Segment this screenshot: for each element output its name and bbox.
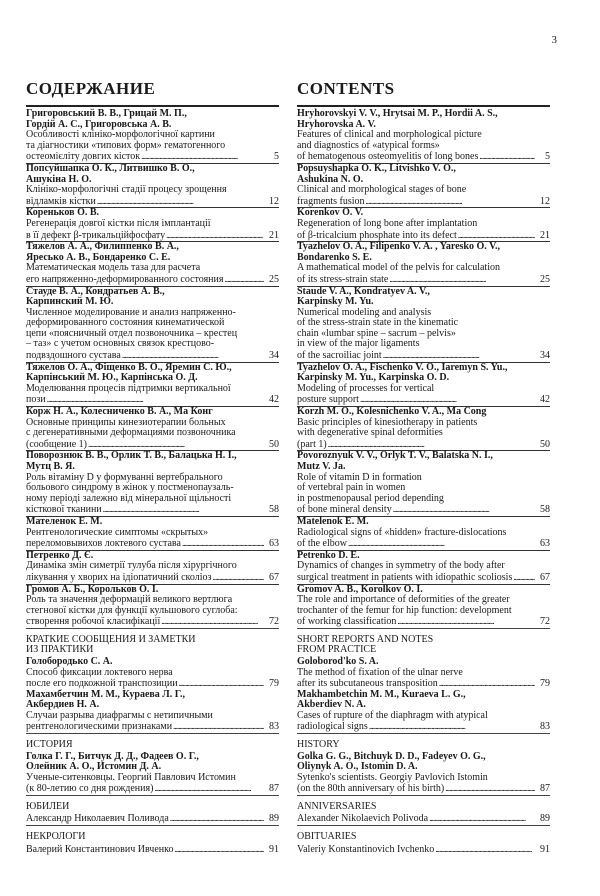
- entry-authors: Korzh M. O., Kolesnichenko V. A., Ma Cong: [297, 406, 487, 418]
- section-title-line: FROM PRACTICE: [297, 644, 377, 656]
- entry-authors: Akberdiev N. A.: [297, 699, 366, 711]
- entry-last-line: [26, 230, 279, 242]
- entry-title-end: рентгенологическими признаками: [26, 721, 173, 733]
- entry-title-line: Основные принципы кинезиотерапии больных: [26, 416, 226, 428]
- entry-title-end: radiological signs: [297, 721, 368, 733]
- heading-rule: [297, 105, 550, 107]
- entry-authors: Карпинский М. Ю.: [26, 296, 114, 308]
- toc-entry: [297, 407, 550, 450]
- entry-authors: Staude V. A., Kondratyev A. V.,: [297, 285, 430, 297]
- entry-title-end: surgical treatment in patients with idiopathic scoliosis: [297, 571, 513, 583]
- section-title-line: КРАТКИЕ СООБЩЕНИЯ И ЗАМЕТКИ: [26, 633, 196, 645]
- entry-last-line: [297, 196, 550, 208]
- toc-entry: [26, 451, 279, 516]
- toc-entry: [26, 585, 279, 628]
- entry-title-line: in view of the major ligaments: [297, 338, 420, 350]
- entry-title-end: кісткової тканини: [26, 504, 102, 516]
- leader-dots: [383, 350, 535, 362]
- entry-page-number: 91: [269, 843, 279, 855]
- entry-title-line: Features of clinical and morphological picture: [297, 129, 482, 141]
- entry-last-line: [297, 813, 550, 825]
- entry-page-number: 42: [269, 394, 279, 406]
- toc-entry: [297, 657, 550, 690]
- entry-authors: Goloborod'ko S. A.: [297, 655, 379, 667]
- entry-page-number: 87: [269, 783, 279, 795]
- entry-authors: Hryhorovska A. V.: [297, 118, 376, 130]
- entry-title-line: Regeneration of long bone after implantation: [297, 217, 478, 229]
- leader-dots: [348, 538, 535, 550]
- entry-page-number: 79: [269, 678, 279, 690]
- entry-authors: Громов А. Б., Корольков О. І.: [26, 583, 159, 595]
- entry-page-number: 12: [540, 195, 550, 207]
- entry-last-line: [297, 678, 550, 690]
- leader-dots: [141, 151, 264, 163]
- entry-title-line: Sytenko's scientists. Georgiy Pavlovich Istomin: [297, 771, 488, 783]
- entry-title-end: после его подкожной транспозиции: [26, 678, 178, 690]
- entry-page-number: 87: [540, 783, 550, 795]
- section-title-line: ИЗ ПРАКТИКИ: [26, 644, 94, 656]
- entry-authors: Matelenok E. M.: [297, 515, 369, 527]
- entry-title-line: The role and importance of deformities of the greater: [297, 594, 510, 606]
- entry-title-line: and diagnostics of «atypical forms»: [297, 139, 440, 151]
- section-title: [26, 635, 279, 657]
- section-title: [297, 635, 550, 657]
- leader-dots: [366, 196, 536, 208]
- entry-last-line: [26, 151, 279, 163]
- entry-authors: Petrenko D. E.: [297, 549, 360, 561]
- entry-title-line: with degenerative spinal deformities: [297, 427, 443, 439]
- toc-body: [297, 105, 550, 855]
- toc-entry: [297, 844, 550, 856]
- entry-title-line: та діагностики «типових форм» гематогенного: [26, 139, 226, 151]
- entry-title-line: Роль вітаміну D у формуванні вертебрального: [26, 471, 223, 483]
- section-rule: [26, 825, 279, 826]
- entry-last-line: [26, 721, 279, 733]
- entry-last-line: [297, 844, 550, 856]
- entry-authors: Тяжелов А. А., Филиппенко В. А.,: [26, 241, 179, 253]
- entry-page-number: 58: [269, 504, 279, 516]
- entry-last-line: [26, 439, 279, 451]
- toc-entry: [297, 242, 550, 285]
- entry-authors: Golka G. G., Bitchuyk D. D., Fadeyev O. G.,: [297, 750, 486, 762]
- section-rule: [26, 795, 279, 796]
- toc-entry: [297, 451, 550, 516]
- entry-title-end: of its stress-strain state: [297, 273, 389, 285]
- entry-authors: Тяжелов О. А., Фіщенко В. О., Яремин С. Ю.,: [26, 361, 232, 373]
- entry-page-number: 5: [274, 151, 279, 163]
- entry-title-line: Basic principles of kinesiotherapy in patients: [297, 416, 478, 428]
- entry-title-line: Cases of rupture of the diaphragm with atypical: [297, 709, 488, 721]
- toc-entry: [297, 208, 550, 241]
- leader-dots: [179, 678, 264, 690]
- entry-page-number: 12: [269, 195, 279, 207]
- entry-title-end: его напряженно-деформированного состояния: [26, 273, 224, 285]
- entry-authors: Makhambetchin M. M., Kuraeva L. G.,: [297, 688, 466, 700]
- entry-title-line: больового синдрому в жінок у постменопаузаль-: [26, 482, 234, 494]
- entry-title-line: Моделювання процесів підтримки вертикальної: [26, 382, 231, 394]
- entry-authors: Олейник А. О., Истомин Д. А.: [26, 761, 162, 773]
- entry-title-end: Валерий Константинович Ивченко: [26, 843, 174, 855]
- entry-page-number: 72: [269, 616, 279, 628]
- entry-title-end: лікування у хворих на ідіопатичний сколіоз: [26, 571, 212, 583]
- entry-title-line: Modeling of processes for vertical: [297, 382, 435, 394]
- toc-entry: [26, 752, 279, 795]
- entry-authors: Кореньков О. В.: [26, 207, 100, 219]
- entry-title-end: (on the 80th anniversary of his birth): [297, 783, 445, 795]
- toc-entry: [26, 517, 279, 550]
- entry-title-end: Valeriy Konstantinovich Ivchenko: [297, 843, 435, 855]
- leader-dots: [458, 230, 535, 242]
- leader-dots: [397, 616, 535, 628]
- entry-title-line: Dynamics of changes in symmetry of the body after: [297, 560, 505, 572]
- entry-title-line: ному періоді залежно від мінеральної щільності: [26, 492, 232, 504]
- toc-entry: [297, 287, 550, 362]
- entry-page-number: 89: [540, 813, 550, 825]
- entry-title-line: Роль та значення деформацій великого вертлюга: [26, 594, 233, 606]
- leader-dots: [103, 504, 264, 516]
- leader-dots: [170, 813, 264, 825]
- entry-page-number: 89: [269, 813, 279, 825]
- toc-entry: [297, 109, 550, 163]
- toc-entry: [26, 551, 279, 584]
- entry-last-line: [297, 538, 550, 550]
- entry-authors: Bondarenko S. E.: [297, 251, 372, 263]
- entry-last-line: [26, 504, 279, 516]
- leader-dots: [166, 230, 264, 242]
- toc-entry: [26, 363, 279, 406]
- entry-last-line: [26, 844, 279, 856]
- section-title-line: OBITUARIES: [297, 831, 357, 843]
- entry-last-line: [297, 394, 550, 406]
- toc-heading: CONTENTS: [297, 79, 395, 98]
- toc-entry: [26, 287, 279, 362]
- toc-entry: [26, 813, 279, 825]
- leader-dots: [97, 196, 264, 208]
- entry-title-line: Clinical and morphological stages of bone: [297, 184, 467, 196]
- section-title: [297, 802, 550, 814]
- entry-title-line: A mathematical model of the pelvis for calculation: [297, 262, 500, 274]
- toc-entry: [26, 657, 279, 690]
- entry-authors: Махамбетчин М. М., Кураева Л. Г.,: [26, 688, 185, 700]
- section-rule: [297, 628, 550, 629]
- leader-dots: [360, 394, 535, 406]
- leader-dots: [435, 844, 535, 856]
- entry-title-end: остеомієліту довгих кісток: [26, 151, 141, 163]
- entry-page-number: 21: [269, 229, 279, 241]
- leader-dots: [47, 394, 264, 406]
- entry-authors: Петренко Д. Є.: [26, 549, 94, 561]
- toc-column-english: [297, 78, 550, 855]
- entry-page-number: 83: [540, 721, 550, 733]
- entry-title-line: Численное моделирование и анализ напряженно-: [26, 306, 236, 318]
- leader-dots: [429, 813, 535, 825]
- entry-title-line: Способ фиксации локтевого нерва: [26, 666, 173, 678]
- entry-title-end: Александр Николаевич Поливода: [26, 813, 169, 825]
- entry-authors: Popsuyshapka O. K., Litvishko V. O.,: [297, 162, 456, 174]
- toc-entry: [26, 242, 279, 285]
- entry-title-line: of vertebral pain in women: [297, 482, 406, 494]
- entry-title-end: в її дефект β-трикальційфосфату: [26, 229, 166, 241]
- section-rule: [26, 628, 279, 629]
- leader-dots: [328, 439, 535, 451]
- entry-page-number: 72: [540, 616, 550, 628]
- entry-title-end: переломовывихов локтевого сустава: [26, 538, 181, 550]
- entry-authors: Мутц В. Я.: [26, 461, 75, 472]
- section-title: [26, 832, 279, 844]
- entry-last-line: [26, 678, 279, 690]
- section-title-line: ИСТОРИЯ: [26, 739, 73, 751]
- entry-authors: Голка Г. Г., Битчук Д. Д., Фадеев О. Г.,: [26, 750, 199, 762]
- entry-authors: Яресько А. В., Бондаренко С. Е.: [26, 251, 171, 263]
- entry-authors: Григоровський В. В., Грицай М. П.,: [26, 108, 187, 119]
- leader-dots: [88, 439, 264, 451]
- entry-title-end: Alexander Nikolaevich Polivoda: [297, 813, 429, 825]
- toc-body: [26, 105, 279, 855]
- entry-title-line: trochanter of the femur for hip function: development: [297, 604, 512, 616]
- entry-page-number: 50: [269, 438, 279, 450]
- leader-dots: [122, 350, 264, 362]
- toc-entry: [26, 690, 279, 733]
- entry-title-end: (к 80-летию со дня рождения): [26, 783, 154, 795]
- entry-last-line: [297, 721, 550, 733]
- entry-last-line: [297, 274, 550, 286]
- leader-dots: [161, 616, 264, 628]
- entry-authors: Корж Н. А., Колесниченко В. А., Ма Конг: [26, 406, 213, 418]
- entry-last-line: [297, 439, 550, 451]
- entry-title-end: відламків кістки: [26, 195, 96, 207]
- entry-title-line: Ученые-ситенковцы. Георгий Павлович Истомин: [26, 771, 236, 783]
- toc-column-russian: [26, 78, 279, 855]
- entry-authors: Mutz V. Ja.: [297, 461, 346, 472]
- section-title: [26, 802, 279, 814]
- entry-page-number: 25: [540, 273, 550, 285]
- leader-dots: [513, 572, 535, 584]
- entry-authors: Голобородько С. А.: [26, 655, 113, 667]
- entry-title-line: Особливості клініко-морфологічної картини: [26, 129, 215, 141]
- entry-title-line: Случаи разрыва диафрагмы с нетипичными: [26, 709, 213, 721]
- entry-title-end: of bone mineral density: [297, 504, 392, 516]
- entry-title-end: of working classification: [297, 616, 397, 628]
- leader-dots: [389, 274, 535, 286]
- leader-dots: [212, 572, 264, 584]
- entry-page-number: 21: [540, 229, 550, 241]
- toc-entry: [297, 690, 550, 733]
- entry-page-number: 25: [269, 273, 279, 285]
- toc-entry: [297, 752, 550, 795]
- toc-entry: [297, 363, 550, 406]
- entry-authors: Oliynyk A. O., Istomin D. A.: [297, 761, 418, 773]
- entry-page-number: 83: [269, 721, 279, 733]
- entry-page-number: 91: [540, 843, 550, 855]
- entry-authors: Tyazhelov O. A., Fischenko V. O., Iaremyn S. Yu.,: [297, 361, 508, 373]
- leader-dots: [182, 538, 264, 550]
- leader-dots: [393, 504, 535, 516]
- leader-dots: [479, 151, 535, 163]
- page-number: 3: [551, 34, 557, 46]
- leader-dots: [369, 721, 535, 733]
- entry-title-line: Клініко-морфологічні стадії процесу зрощення: [26, 184, 227, 196]
- entry-title-line: in postmenopausal period depending: [297, 492, 444, 504]
- entry-authors: Karpinsky M. Yu.: [297, 296, 374, 308]
- entry-title-line: стегнової кістки для функції кульшового суглоба:: [26, 604, 238, 616]
- entry-title-line: Регенерація довгої кістки після імплантації: [26, 217, 211, 229]
- leader-dots: [154, 783, 264, 795]
- entry-last-line: [297, 350, 550, 362]
- entry-title-line: – таз» с учетом основных связок крестцово-: [26, 338, 215, 350]
- leader-dots: [439, 678, 535, 690]
- entry-title-end: (сообщение 1): [26, 438, 87, 450]
- toc-entry: [26, 208, 279, 241]
- entry-last-line: [297, 616, 550, 628]
- heading-rule: [26, 105, 279, 107]
- entry-page-number: 67: [269, 571, 279, 583]
- entry-authors: Ашукіна Н. О.: [26, 173, 92, 185]
- section-title-line: HISTORY: [297, 739, 340, 751]
- entry-title-line: Математическая модель таза для расчета: [26, 262, 201, 274]
- toc-heading: СОДЕРЖАНИЕ: [26, 79, 156, 98]
- entry-last-line: [297, 572, 550, 584]
- entry-title-end: of the sacroiliac joint: [297, 350, 382, 362]
- entry-authors: Tyazhelov O. A., Filipenko V. A. , Yaresko O. V.,: [297, 241, 501, 253]
- entry-title-end: posture support: [297, 394, 359, 406]
- section-title: [26, 740, 279, 752]
- entry-title-line: Role of vitamin D in formation: [297, 471, 422, 483]
- entry-page-number: 50: [540, 438, 550, 450]
- toc-entry: [297, 813, 550, 825]
- entry-authors: Поворознюк В. В., Орлик Т. В., Балацька Н. І.,: [26, 450, 237, 462]
- section-rule: [297, 733, 550, 734]
- entry-page-number: 42: [540, 394, 550, 406]
- entry-title-end: пози: [26, 394, 46, 406]
- entry-authors: Стауде В. А., Кондратьев А. В.,: [26, 285, 165, 297]
- entry-page-number: 63: [540, 538, 550, 550]
- entry-last-line: [297, 783, 550, 795]
- entry-title-end: подвздошного сустава: [26, 350, 121, 362]
- entry-authors: Povoroznyuk V. V., Orlyk T. V., Balatska N. I.,: [297, 450, 493, 462]
- entry-title-line: деформированного состояния кинематической: [26, 317, 225, 329]
- entry-last-line: [26, 538, 279, 550]
- toc-entry: [26, 844, 279, 856]
- entry-last-line: [26, 196, 279, 208]
- entry-authors: Ashukina N. O.: [297, 173, 364, 185]
- toc-entry: [297, 517, 550, 550]
- toc-entry: [26, 164, 279, 207]
- toc-entry: [26, 109, 279, 163]
- entry-last-line: [26, 616, 279, 628]
- entry-page-number: 67: [540, 571, 550, 583]
- entry-title-line: Numerical modeling and analysis: [297, 306, 432, 318]
- entry-last-line: [297, 230, 550, 242]
- entry-page-number: 79: [540, 678, 550, 690]
- section-title-line: ЮБИЛЕИ: [26, 800, 70, 812]
- toc-entry: [297, 551, 550, 584]
- leader-dots: [445, 783, 535, 795]
- entry-title-line: цепи «поясничный отдел позвоночника – крестец: [26, 327, 238, 339]
- entry-title-end: of the elbow: [297, 538, 347, 550]
- leader-dots: [173, 721, 264, 733]
- entry-last-line: [26, 274, 279, 286]
- entry-authors: Korenkov O. V.: [297, 207, 364, 219]
- entry-title-end: fragments fusion: [297, 195, 365, 207]
- toc-entry: [297, 164, 550, 207]
- entry-title-end: of hematogenous osteomyelitis of long bones: [297, 151, 479, 163]
- entry-last-line: [26, 350, 279, 362]
- section-title: [297, 832, 550, 844]
- entry-last-line: [26, 394, 279, 406]
- entry-title-line: of the stress-strain state in the kinematic: [297, 317, 459, 329]
- entry-authors: Акбердиев Н. А.: [26, 699, 100, 711]
- section-rule: [26, 733, 279, 734]
- entry-last-line: [297, 151, 550, 163]
- toc-entry: [297, 585, 550, 628]
- entry-page-number: 5: [545, 151, 550, 163]
- entry-title-line: The method of fixation of the ulnar nerve: [297, 666, 463, 678]
- entry-title-end: створення робочої класифікації: [26, 616, 161, 628]
- entry-page-number: 63: [269, 538, 279, 550]
- section-rule: [297, 825, 550, 826]
- entry-title-line: chain «lumbar spine – sacrum – pelvis»: [297, 327, 456, 339]
- entry-authors: Karpinsky M. Yu., Karpinska O. D.: [297, 372, 450, 384]
- entry-title-line: Radiological signs of «hidden» fracture-dislocations: [297, 526, 507, 538]
- entry-last-line: [26, 783, 279, 795]
- entry-last-line: [26, 572, 279, 584]
- entry-page-number: 58: [540, 504, 550, 516]
- entry-authors: Попсуйшапка О. К., Литвишко В. О.,: [26, 162, 195, 174]
- entry-authors: Gromov A. B., Korolkov O. I.: [297, 583, 423, 595]
- entry-title-end: (part 1): [297, 438, 327, 450]
- entry-authors: Карпінський М. Ю., Карпінська О. Д.: [26, 372, 198, 384]
- section-title: [297, 740, 550, 752]
- section-title-line: SHORT REPORTS AND NOTES: [297, 633, 434, 645]
- entry-title-end: after its subcutaneous transposition: [297, 678, 438, 690]
- section-title-line: ANNIVERSARIES: [297, 800, 377, 812]
- section-rule: [297, 795, 550, 796]
- entry-authors: Мателенок Е. М.: [26, 515, 103, 527]
- toc-entry: [26, 407, 279, 450]
- entry-page-number: 34: [269, 350, 279, 362]
- entry-authors: Hryhorovskyi V. V., Hrytsai M. P., Hordii A. S.,: [297, 108, 498, 119]
- entry-title-line: Рентгенологические симптомы «скрытых»: [26, 526, 209, 538]
- entry-title-end: of β-tricalcium phosphate into its defect: [297, 229, 457, 241]
- entry-page-number: 34: [540, 350, 550, 362]
- entry-authors: Гордій А. С., Григоровська А. В.: [26, 118, 172, 130]
- entry-last-line: [297, 504, 550, 516]
- leader-dots: [224, 274, 264, 286]
- entry-title-line: с дегенеративными деформациями позвоночника: [26, 427, 236, 439]
- entry-last-line: [26, 813, 279, 825]
- leader-dots: [174, 844, 264, 856]
- section-title-line: НЕКРОЛОГИ: [26, 831, 86, 843]
- entry-title-line: Динаміка змін симетрії тулуба після хірургічного: [26, 560, 237, 572]
